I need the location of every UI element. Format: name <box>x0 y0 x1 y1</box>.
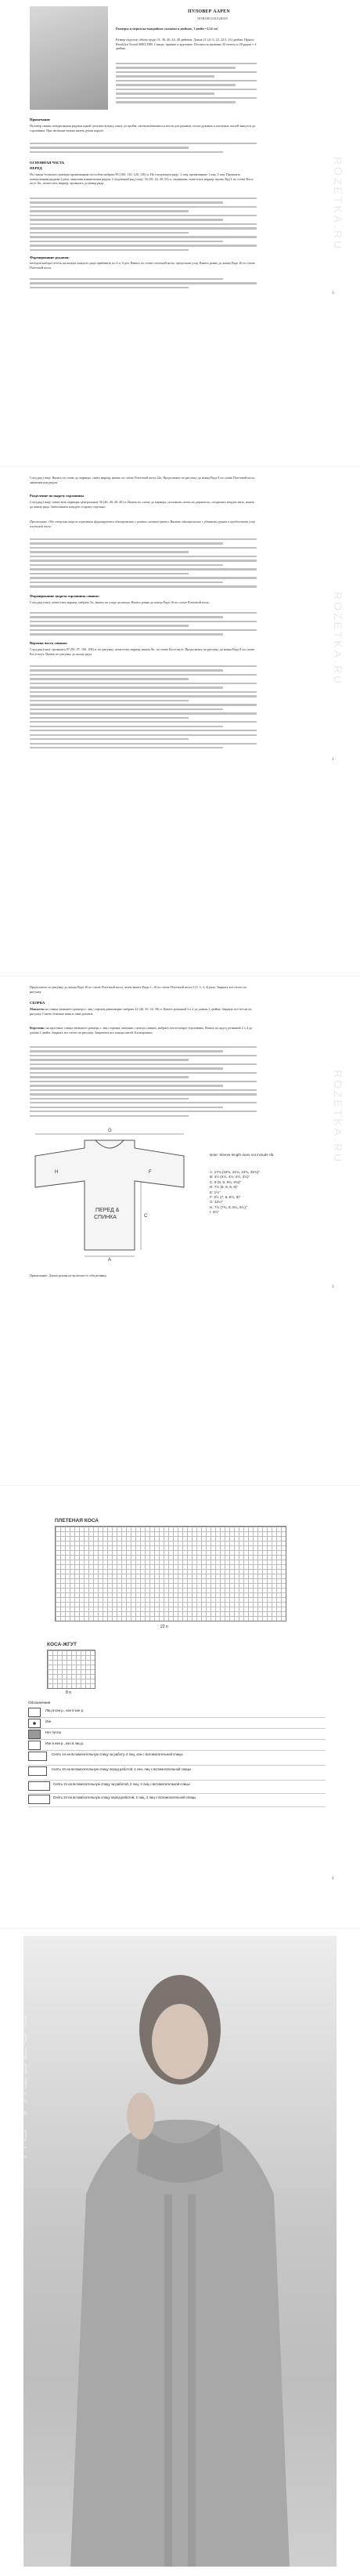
schematic-front-label: ПЕРЕД & <box>95 1208 120 1213</box>
schematic-note: Note: Sleeve length does not include rib. <box>210 1153 275 1157</box>
legend-text: Нет петли <box>45 1730 61 1734</box>
collar-text: на круговые спицы меньшего размера с лиц стороны, начиная с центра спинки, набрать петли вокруг горловины. Вязать по кругу резинкой 2 х 2 до длины 1 дюйм. Закрыть все петли по рисунку. Закрепить все концы нитей. Блокировать. <box>30 1026 253 1034</box>
intro-text: Размеры и мерки на выкройках указаны в дюймах, 1 дюйм =2,54 см! <box>116 27 218 31</box>
p2-lines-a <box>30 538 257 590</box>
front-text: На спицы большого размера провязанным способом набрать 90 (100, 110, 120, 130) п. На следующем ряду: 2 лиц, провязанные 1 изн, 2 изн. Провязать поворотными рядами 2 раза, закончив изнаночным рядом. Следующий ряд (лиц): 34 (39, 44, 49, 54) п. лицевыми, поместить маркер, вязать Ряд 1 по схеме Коса-жгут 8п., поместить маркер, провязать до конца ряда. <box>30 172 254 186</box>
cuffs-label: Манжеты <box>30 1007 45 1011</box>
size-g: G: 12¼" <box>210 1200 223 1205</box>
neck-shaping-heading: Формирование выреза горловины спинки: <box>30 594 100 598</box>
front-lines <box>30 197 257 253</box>
legend-text: Изн в изн р., изн в лиц р. <box>45 1741 85 1745</box>
legend-row <box>28 1766 326 1781</box>
sleeve-shaping-heading: Формирование рукавов: <box>30 255 70 259</box>
legend-row <box>28 1740 326 1751</box>
page-number: 3 <box>332 1285 334 1289</box>
chart-braided-cable <box>55 1526 286 1621</box>
chart-rope-cable <box>47 1650 95 1689</box>
model-photo-large <box>23 1936 337 2567</box>
size-f: F: 6½ (7, 8, 8½, 9)" <box>210 1195 241 1200</box>
note-text: Пуловер связан поворотными рядами одной деталью вперед снизу до пройм; затем выбавляются петли для рукавов, петли рукавов и плечевых частей вяжутся до горловины. При желании можно вязать рукав короче. <box>30 124 256 132</box>
legend-row <box>28 1751 326 1766</box>
size-i: I: 3½" <box>210 1210 219 1215</box>
schematic-diagram <box>23 1125 196 1266</box>
assembly-heading: СБОРКА <box>30 1001 45 1005</box>
sleeve-shaping-text: методом набора петель на концах каждого ряда прибавить по 6 п. 6 раз. Вязать по схеме плетеной косы, продолжая узор. Вязать ровно до конца Ряда 16 по схеме Плетеной косы. <box>30 261 255 270</box>
label-g: G <box>108 1129 112 1133</box>
size-c: C: 9 (9, 9, 9¾, 9¾)" <box>210 1179 241 1184</box>
collar-label: Воротник: <box>30 1026 45 1030</box>
pattern-title: ПУЛОВЕР AAPEN <box>188 9 230 14</box>
page-number: 2 <box>332 758 334 762</box>
schematic-back-label: СПИНКА <box>94 1215 117 1220</box>
page-number: 4 <box>332 1877 334 1881</box>
legend-row <box>28 1729 326 1740</box>
chart-braided-cable-width: 22 п <box>160 1625 168 1629</box>
page-divider <box>0 1485 360 1486</box>
legend-text: Снять 1п на вспомогательную спицу за работу, 2 лиц, изн с вспомогательной спицы <box>52 1752 183 1756</box>
legend-symbol <box>28 1730 41 1739</box>
legend-text: Снять 2п на вспомогательную спицу за работой, 2 лиц, 2 лиц с вспомогательной спицы <box>53 1782 190 1786</box>
size-b: B: 4½ (4½, 4½, 4½, 4½)" <box>210 1175 250 1179</box>
collar-text-block <box>30 1026 257 1034</box>
legend-row <box>28 1781 326 1794</box>
label-f: F <box>149 1170 152 1175</box>
legend-row <box>28 1718 326 1729</box>
pattern-author: NORAH GAUGHAN <box>197 16 228 20</box>
size-list <box>210 1170 335 1216</box>
legend-row <box>28 1794 326 1807</box>
chart-rope-cable-title: КОСА-ЖГУТ <box>47 1642 77 1647</box>
model-silhouette <box>23 1936 337 2567</box>
legend-symbol <box>28 1795 50 1804</box>
legend-symbol <box>28 1708 41 1717</box>
side-watermark: ROZETKA.RU <box>332 592 344 687</box>
neck-text: След ряд (лиц): поместить маркеры центральные 36 (40, 40, 40, 40) п. Вязать по схеме до маркера, поставить петли на держатель, соединить вторую нить, вязать до конца ряда. Затем вязать каждую сторону отдельно. <box>30 500 255 509</box>
page-2 <box>0 466 360 976</box>
note-heading: Примечание <box>30 118 51 121</box>
chart-rope-cable-width: 8 п <box>66 1690 71 1695</box>
page-divider <box>0 466 360 467</box>
assembly-text <box>30 1007 257 1016</box>
p2-lines-b <box>30 612 257 638</box>
page-3 <box>0 976 360 1485</box>
back-heading: Верхняя часть спинки: <box>30 641 68 645</box>
size-h: H: 7½ (7¾, 8, 8¼, 8½)" <box>210 1205 247 1209</box>
page-divider <box>0 1928 360 1929</box>
page-5 <box>0 1928 360 2576</box>
size-d: D: 7½ (8, 8, 8, 8)" <box>210 1185 239 1190</box>
legend-symbol <box>28 1766 47 1776</box>
page-4 <box>0 1485 360 1928</box>
neck-heading: Разделение по вырезу горловины <box>30 494 85 498</box>
note-lines <box>30 143 257 155</box>
neck-note: Примечание: Обе стороны выреза горловины формируются одновременно с разных мотков пряжи. Вязать одновременно с убавками рукава и продолжать узор плетеной косы. <box>30 520 255 528</box>
legend-text: Снять 2п на вспомогательную спицу перед работой, 2 лиц, 2 лиц с вспомогательной спицы <box>53 1795 196 1799</box>
cuffs-text: на спицы меньшего размера с лиц стороны равномерно набрать 42 (46, 50, 54, 58) п. Вязать резинкой 2 х 2 до длины 2 дюйма. Закрыть все петли по рисунку. Сшить боковые швы и швы рукавов. <box>30 1007 252 1016</box>
side-watermark: ROZETKA.RU <box>332 1070 344 1165</box>
legend-symbol <box>28 1781 50 1791</box>
legend-row <box>28 1707 326 1718</box>
subsection-front: ПЕРЕД <box>30 166 42 170</box>
neck-shaping-text: След ряд (изн): поместить маркер, набрать 5п. вязать по узору до конца. Вязать ровно до конца Ряда 16 по схеме Плетеной косы. <box>30 600 210 604</box>
label-a: A <box>108 1258 112 1263</box>
side-watermark: ROZETKA.RU <box>332 157 344 252</box>
page-number: 1 <box>332 292 334 295</box>
photo-watermark: ROZETKA.RU <box>8 2014 31 2161</box>
shaping-lines <box>30 278 257 291</box>
p3-text-a: Продолжить по рисунку до конца Ряда 16 по схеме Плетеной косы, затем вязать Ряды 1–16 по схеме Плетеной косы 3 (3, 3, 4, 4) раза. Закрыть все петли по рисунку. <box>30 985 247 994</box>
p2-text-a: След ряд (лиц): Вязать по схеме до маркера, снять маркер, вязать по схеме Плетеной косы 22п. Продолжить по рисунку до конца Ряда 8 по схеме Плетеной косы, закончив изн рядом. <box>30 476 256 484</box>
legend-symbol <box>28 1752 47 1761</box>
schematic-caption: Примечание: Длина рукава не включает в себя резинку <box>30 1274 107 1277</box>
back-text: След ряд (изн): провязать 87 (90, 97, 100, 108) п. по рисунку, поместить маркер, вязать 8п. по схеме Коса-жгут. Продолжить по рисунку до конца Ряда 8 по схеме Коса-жгут. Вязать по рисунку до конца ряда. <box>30 647 254 656</box>
size-e: E: 1½" <box>210 1190 221 1194</box>
size-a: A: 17¾ (19¾, 21¾, 23¾, 25¾)" <box>210 1170 260 1174</box>
model-photo-portrait <box>30 6 108 110</box>
page-1 <box>0 0 360 466</box>
legend-text: Снять 2п на вспомогательную спицу перед работой, 1 изн, лиц с вспомогательной спицы <box>52 1767 192 1771</box>
section-heading: ОСНОВНАЯ ЧАСТЬ <box>30 161 65 165</box>
sizes-text: Размер изделия: объем груди 31, 36, 40, 44, 48 дюймов. Длина 21 (21.5, 22, 22.5, 23) дюйма. Пряжа: Brooklyn Tweed SHELTER. Спицы: прямые и круговые. Плотность вязания: 20 петель и 28 рядов = 4 дюйма. <box>116 38 257 51</box>
legend-heading: Обозначения <box>28 1701 51 1705</box>
p3-lines <box>30 1046 257 1119</box>
label-h: H <box>55 1170 59 1175</box>
p2-lines-c <box>30 665 257 752</box>
legend-text: Изн <box>45 1719 52 1723</box>
legend-symbol <box>28 1741 41 1750</box>
legend-symbol <box>28 1719 41 1728</box>
legend-text: Лиц в изн р., изн в изн р. <box>45 1708 85 1712</box>
pattern-spec-lines <box>116 63 257 106</box>
chart-braided-cable-title: ПЛЕТЕНАЯ КОСА <box>55 1518 99 1523</box>
label-c: C <box>144 1214 148 1219</box>
